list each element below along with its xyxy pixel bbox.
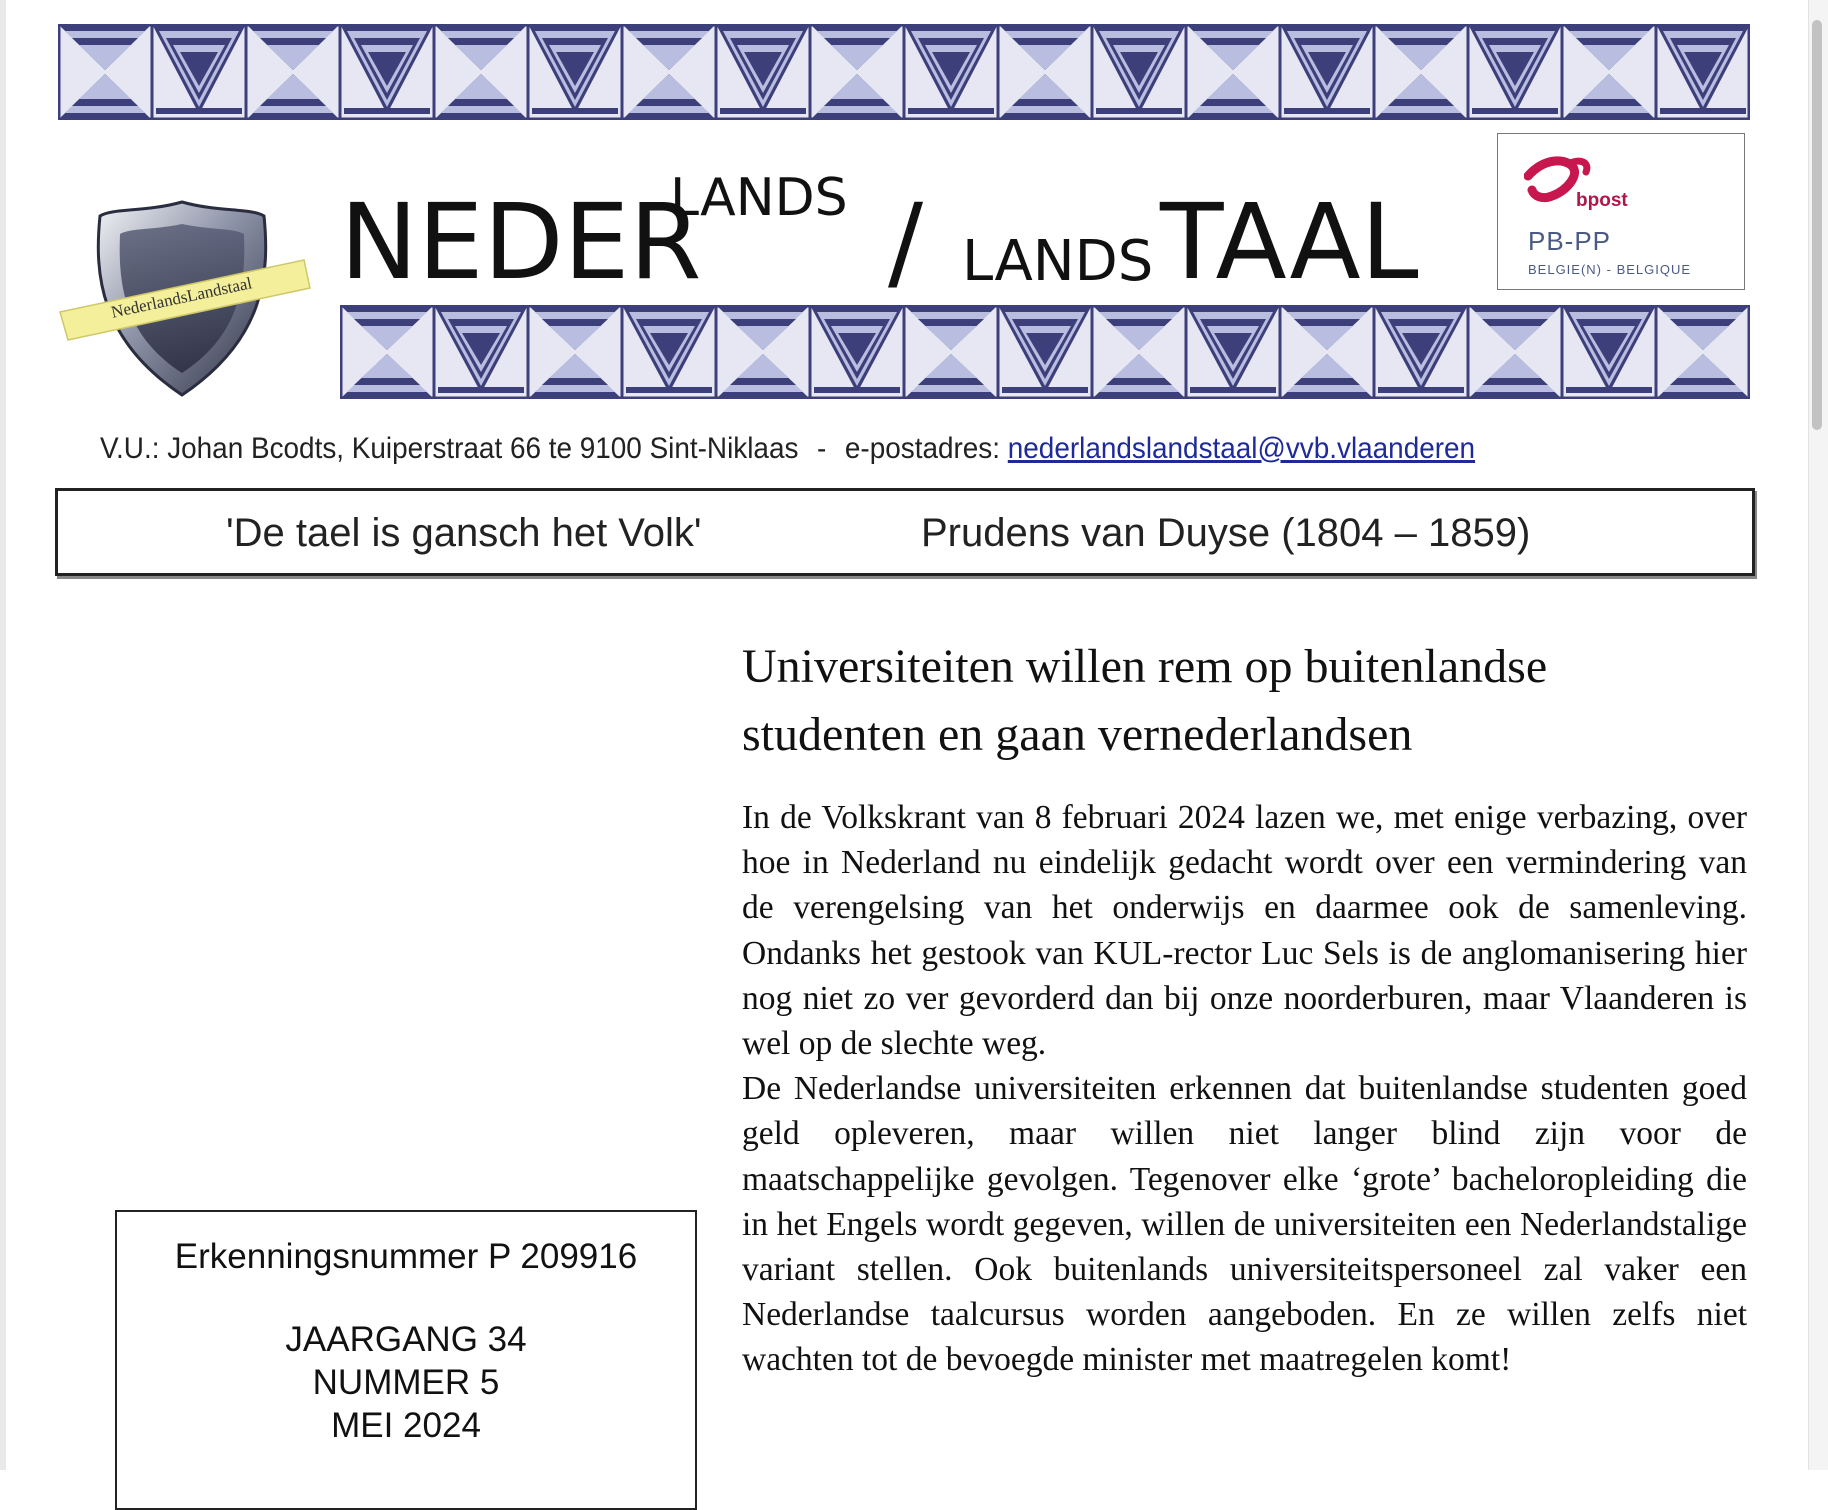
motto-box xyxy=(55,488,1755,576)
article-title-line-2: studenten en gaan vernederlandsen xyxy=(742,708,1413,761)
article-paragraph-1: In de Volkskrant van 8 februari 2024 lazen we, met enige verbazing, over hoe in Nederland nu eindelijk gedacht wordt over een vermindering van de verengelsing van het onderwijs en daarmee ook de samenleving. Ondanks het gestook van KUL-rector Luc Sels is de anglomanisering hier nog niet zo ver gevorderd dan bij onze noorderburen, maar Vlaanderen is wel op de slechte weg. xyxy=(742,799,1747,1063)
article-title xyxy=(742,633,1752,769)
issue-info-box xyxy=(115,1210,697,1510)
responsible-publisher: V.U.: Johan Bcodts, Kuiperstraat 66 te 9100 Sint-Niklaas xyxy=(100,432,799,465)
postage-country: BELGIE(N) - BELGIQUE xyxy=(1528,262,1692,277)
title-lands-superscript: LANDS xyxy=(670,168,848,228)
volume-number: JAARGANG 34 xyxy=(285,1320,527,1359)
publisher-separator: - xyxy=(817,432,827,465)
title-lands-subscript: LANDS xyxy=(962,229,1154,294)
masthead-title xyxy=(340,168,1470,303)
issue-date: MEI 2024 xyxy=(331,1406,481,1445)
article-paragraph-2: De Nederlandse universiteiten erkennen dat buitenlandse studenten goed geld opleveren, maar willen niet langer blind zijn voor de maatschappelijke gevolgen. Tegenover elke ‘grote’ bacheloropleiding die in het Engels wordt gegeven, willen de universiteiten een Nederlandstalige variant stellen. Ook buitenlands universiteitspersoneel zal vaker een Nederlandse taalcursus worden aangeboden. En ze willen zelfs niet wachten tot de bevoegde minister met maatregelen komt! xyxy=(742,1070,1747,1379)
vertical-scrollbar-thumb[interactable] xyxy=(1812,20,1822,430)
postage-stamp-box xyxy=(1497,133,1745,290)
email-link[interactable]: nederlandslandstaal@vvb.vlaanderen xyxy=(1007,432,1476,465)
issue-number: NUMMER 5 xyxy=(312,1363,500,1402)
email-label: e-postadres: xyxy=(844,432,1001,465)
window-left-edge xyxy=(0,0,6,1470)
article-body xyxy=(742,795,1747,1383)
article-title-line-1: Universiteiten willen rem op buitenlandse xyxy=(742,640,1548,693)
recognition-number: Erkenningsnummer P 209916 xyxy=(174,1237,638,1276)
motto-quote: 'De tael is gansch het Volk' xyxy=(226,511,702,555)
decorative-pattern-band-top xyxy=(58,24,1750,120)
postage-code: PB-PP xyxy=(1528,226,1612,256)
publisher-line xyxy=(100,432,1625,466)
motto-author: Prudens van Duyse (1804 – 1859) xyxy=(921,511,1531,555)
logo-banner-text: NederlandsLandstaal xyxy=(109,273,254,322)
bpost-brand: bpost xyxy=(1576,190,1628,211)
title-slash: / xyxy=(888,181,924,303)
title-taal: TAAL xyxy=(1160,181,1419,303)
decorative-pattern-band-lower xyxy=(340,305,1750,399)
shield-logo xyxy=(52,190,312,415)
title-neder: NEDER xyxy=(340,181,702,303)
